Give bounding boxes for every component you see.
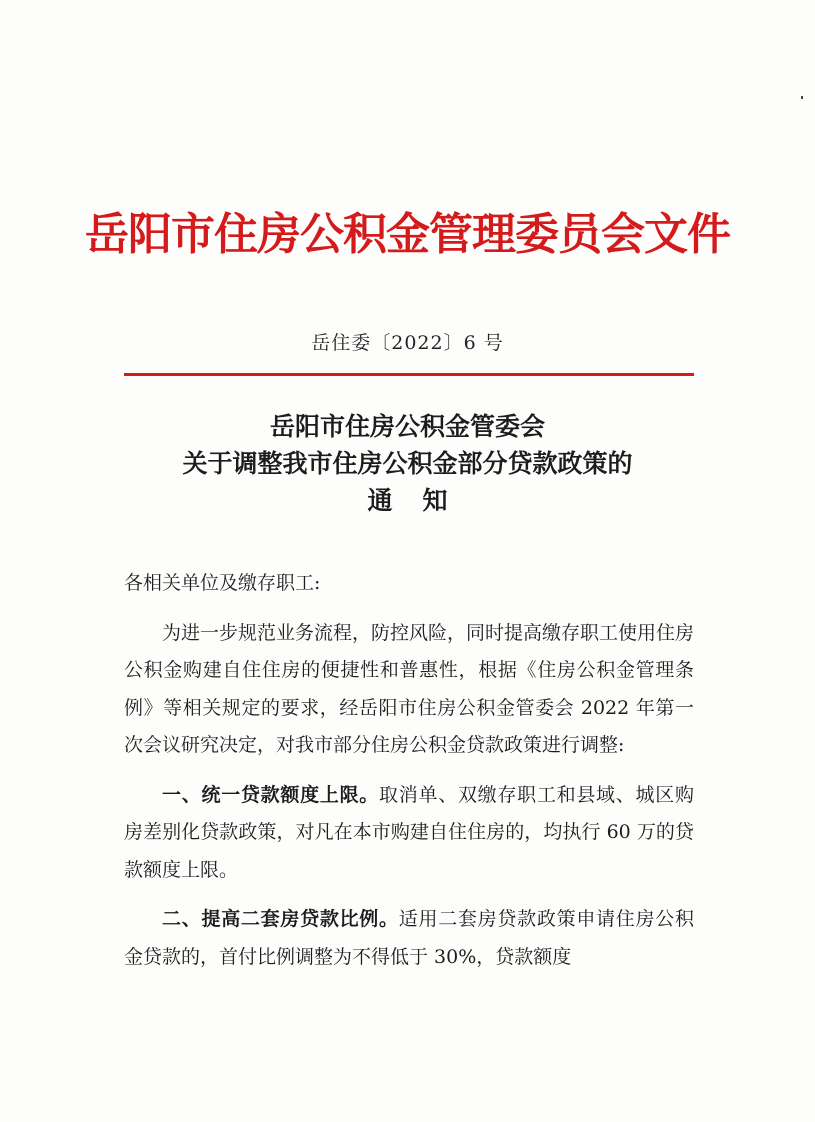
item-2-text: 适用二套房贷款政策申请住房公积金贷款的，首付比例调整为不得低于 30%，贷款额度 <box>124 908 694 968</box>
scan-edge-mark <box>801 96 803 99</box>
notice-title-line-3: 通知 <box>367 486 478 515</box>
notice-body <box>124 565 694 976</box>
notice-title-line-2: 关于调整我市住房公积金部分贷款政策的 <box>182 449 633 478</box>
document-number: 岳住委〔2022〕6 号 <box>311 332 504 354</box>
item-1-paragraph <box>124 777 694 890</box>
salutation: 各相关单位及缴存职工: <box>124 572 321 594</box>
intro-paragraph: 为进一步规范业务流程，防控风险，同时提高缴存职工使用住房公积金购建自住住房的便捷性和普惠性，根据《住房公积金管理条例》等相关规定的要求，经岳阳市住房公积金管委会 2022 年第一次会议研究决定，对我市部分住房公积金贷款政策进行调整: <box>124 621 695 756</box>
item-1-heading: 一、统一贷款额度上限。 <box>162 783 380 806</box>
item-2-paragraph <box>124 901 694 976</box>
document-header-title: 岳阳市住房公积金管理委员会文件 <box>85 209 730 260</box>
red-divider-line <box>124 373 694 376</box>
item-2-heading: 二、提高二套房贷款比例。 <box>162 908 399 930</box>
notice-title <box>0 408 815 519</box>
notice-title-line-1: 岳阳市住房公积金管委会 <box>269 412 545 441</box>
item-1-text: 取消单、双缴存职工和县域、城区购房差别化贷款政策，对凡在本市购建自住住房的，均执行 60 万的贷款额度上限。 <box>124 783 694 881</box>
